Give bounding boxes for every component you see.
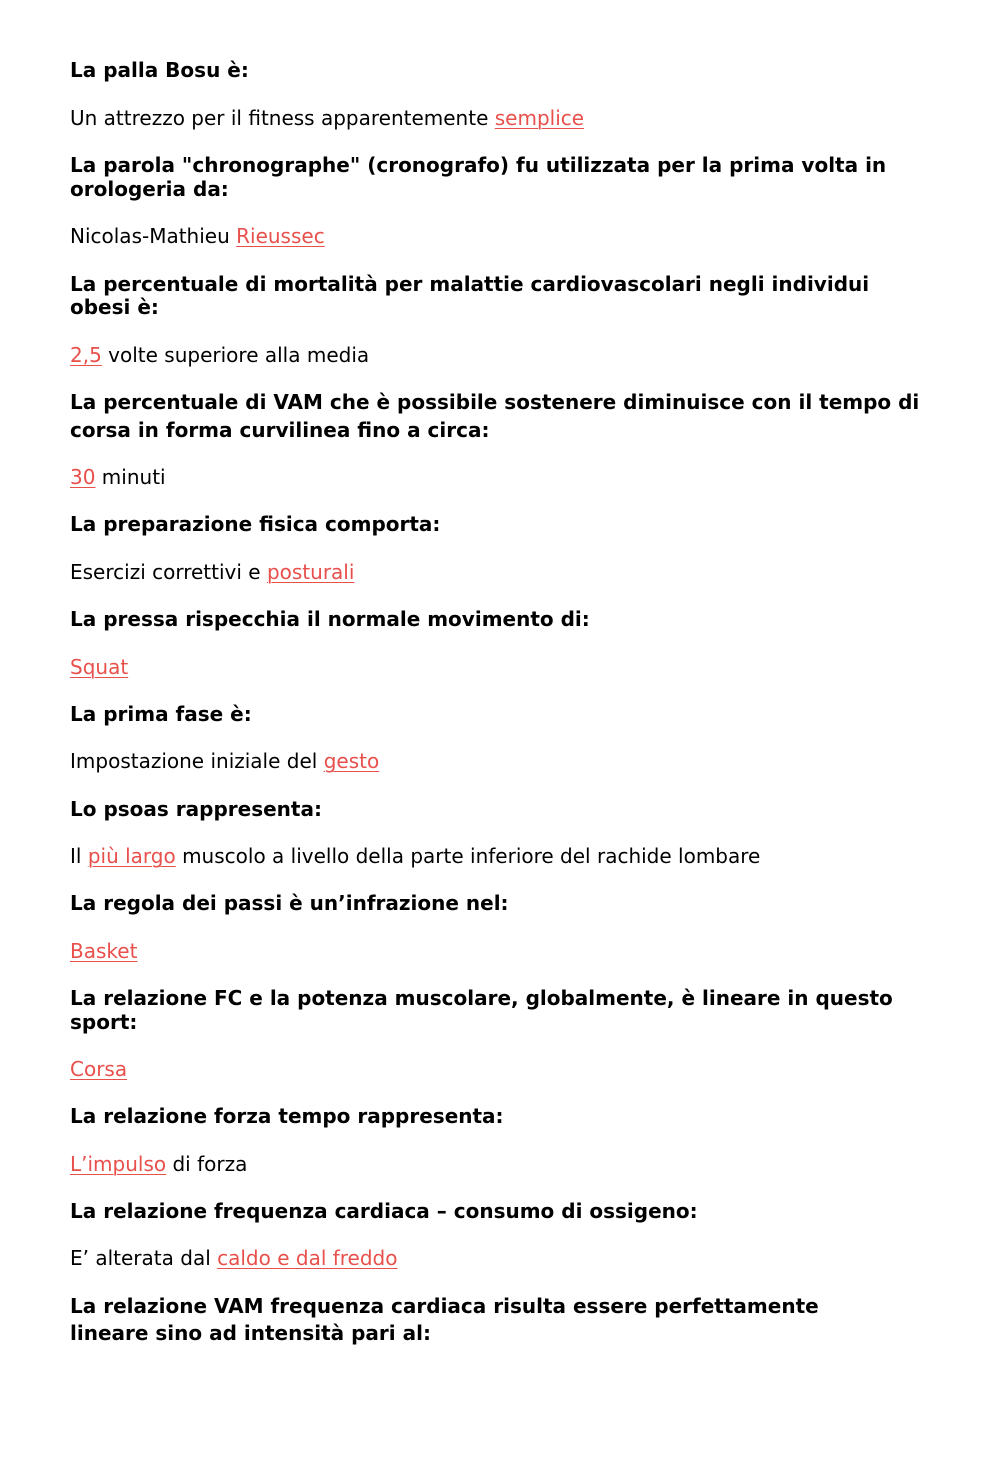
answer-line <box>70 106 584 130</box>
answer-highlight: gesto <box>323 749 380 773</box>
answer-text: volte superiore alla media <box>101 343 370 367</box>
answer-highlight: L’impulso <box>70 1152 167 1176</box>
answer-line <box>70 1152 247 1176</box>
document-page <box>70 0 950 1457</box>
answer-highlight: caldo e dal freddo <box>217 1246 398 1270</box>
answer-line <box>70 1246 398 1270</box>
answer-highlight: Squat <box>70 655 129 679</box>
question-line: obesi è: <box>70 295 159 319</box>
answer-line <box>70 939 137 963</box>
answer-line <box>70 1057 127 1081</box>
answer-highlight: semplice <box>494 106 585 130</box>
question-line: La relazione VAM frequenza cardiaca risulta essere perfettamente <box>70 1294 819 1318</box>
answer-highlight: 2,5 <box>70 343 102 367</box>
answer-line <box>70 749 379 773</box>
question-line: La relazione FC e la potenza muscolare, globalmente, è lineare in questo <box>70 986 893 1010</box>
question-line: lineare sino ad intensità pari al: <box>70 1321 431 1345</box>
question-line: La pressa rispecchia il normale movimento di: <box>70 607 590 631</box>
question-line: orologeria da: <box>70 177 229 201</box>
answer-text: Un attrezzo per il fitness apparentemente <box>70 106 495 130</box>
answer-line <box>70 844 760 868</box>
answer-line <box>70 224 325 248</box>
answer-highlight: 30 <box>70 465 96 489</box>
question-line: sport: <box>70 1010 138 1034</box>
answer-highlight: più largo <box>87 844 176 868</box>
answer-line <box>70 343 369 367</box>
question-line: La prima fase è: <box>70 702 252 726</box>
answer-text: Nicolas-Mathieu <box>70 224 237 248</box>
question-line: La percentuale di mortalità per malattie cardiovascolari negli individui <box>70 272 870 296</box>
question-line: La percentuale di VAM che è possibile sostenere diminuisce con il tempo di <box>70 390 920 414</box>
answer-highlight: Basket <box>70 939 138 963</box>
answer-text: Esercizi correttivi e <box>70 560 267 584</box>
answer-text: di forza <box>166 1152 248 1176</box>
answer-text: Il <box>70 844 88 868</box>
answer-highlight: Corsa <box>70 1057 128 1081</box>
answer-line <box>70 465 166 489</box>
answer-line <box>70 655 128 679</box>
question-line: corsa in forma curvilinea fino a circa: <box>70 418 490 442</box>
question-line: La regola dei passi è un’infrazione nel: <box>70 891 509 915</box>
question-line: La preparazione fisica comporta: <box>70 512 441 536</box>
answer-line <box>70 560 354 584</box>
question-line: Lo psoas rappresenta: <box>70 797 322 821</box>
answer-highlight: Rieussec <box>236 224 325 248</box>
answer-text: minuti <box>95 465 166 489</box>
answer-text: E’ alterata dal <box>70 1246 218 1270</box>
answer-text: muscolo a livello della parte inferiore del rachide lombare <box>175 844 761 868</box>
answer-text: Impostazione iniziale del <box>70 749 324 773</box>
question-line: La relazione frequenza cardiaca – consumo di ossigeno: <box>70 1199 698 1223</box>
question-line: La relazione forza tempo rappresenta: <box>70 1104 504 1128</box>
answer-highlight: posturali <box>266 560 355 584</box>
question-line: La palla Bosu è: <box>70 58 249 82</box>
question-line: La parola "chronographe" (cronografo) fu utilizzata per la prima volta in <box>70 153 887 177</box>
